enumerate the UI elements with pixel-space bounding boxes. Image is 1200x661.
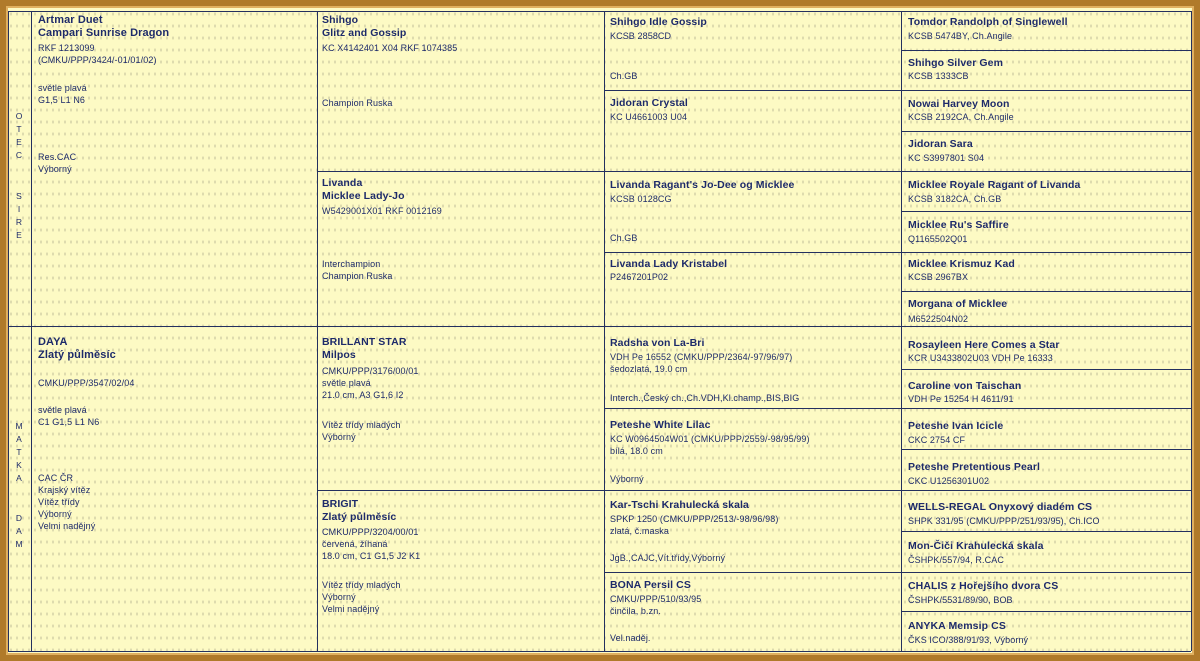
gen3-name: Livanda Ragant's Jo-Dee og Micklee [610,179,795,191]
grid-line [317,11,318,651]
gen3-registration: P2467201P02 [610,272,669,282]
grid-line [901,291,1191,292]
grid-line [8,326,1191,327]
gen4-name: ANYKA Memsip CS [908,620,1006,632]
grid-line [901,531,1191,532]
grid-line [317,171,1191,172]
side-label-sire: S I R E [15,191,23,240]
side-label-dam: D A M [15,513,23,549]
gen3-registration: SPKP 1250 (CMKU/PPP/2513/-98/96/98) zlatá, č.maska [610,514,779,536]
gen3-titles: Vel.naděj. [610,633,651,643]
grandsire-dam-registration: CMKU/PPP/3176/00/01 světle plavá 21.0 cm, A3 G1,6 I2 [322,366,419,400]
gen4-registration: CKC 2754 CF [908,435,966,445]
gen4-name: Peteshe Ivan Icicle [908,420,1004,432]
side-label-otec: O T E C [15,111,23,160]
side-label-matka: M A T K A [15,421,23,483]
gen3-name: Radsha von La-Bri [610,337,705,349]
gen4-registration: KCSB 3182CA, Ch.GB [908,194,1002,204]
dam-name: DAYA Zlatý půlměsíc [38,336,116,361]
gen4-registration: CKC U1256301U02 [908,476,990,486]
gen4-registration: KCSB 2192CA, Ch.Angile [908,112,1014,122]
gen3-registration: KC U4661003 U04 [610,112,688,122]
grandsire-sire-titles: Champion Ruska [322,98,393,108]
sire-registration: RKF 1213099 (CMKU/PPP/3424/-01/01/02) [38,43,157,65]
gen3-titles: Ch.GB [610,233,638,243]
gen3-registration: CMKU/PPP/510/93/95 činčila, b.zn. [610,594,702,616]
gen4-registration: ČKS ICO/388/91/93, Výborný [908,635,1029,645]
gen4-name: CHALIS z Hořejšího dvora CS [908,580,1059,592]
gen3-name: Kar-Tschi Krahulecká skala [610,499,749,511]
gen4-registration: SHPK 331/95 (CMKU/PPP/251/93/95), Ch.ICO [908,516,1100,526]
sire-name: Artmar Duet Campari Sunrise Dragon [38,14,170,39]
grid-line [901,369,1191,370]
grid-line [8,11,1191,12]
grandsire-dam-name: BRILLANT STAR Milpos [322,336,407,361]
grid-line [604,90,1191,91]
dam-registration: CMKU/PPP/3547/02/04 [38,378,135,388]
gen3-registration: VDH Pe 16552 (CMKU/PPP/2364/-97/96/97) šedozlatá, 19.0 cm [610,352,793,374]
gen4-name: Jidoran Sara [908,138,973,150]
grid-line [901,449,1191,450]
gen3-titles: Interch.,Český ch.,Ch.VDH,Kl.champ.,BIS,BIG [610,393,800,403]
grid-line [1191,11,1192,651]
gen3-registration: KCSB 0128CG [610,194,672,204]
gen4-name: Micklee Ru's Saffire [908,219,1009,231]
grandsire-sire-registration: KC X4142401 X04 RKF 1074385 [322,43,458,53]
grid-line [901,211,1191,212]
sire-color: světle plavá G1,5 L1 N6 [38,83,87,105]
gen4-name: Morgana of Micklee [908,298,1008,310]
gen4-name: Rosayleen Here Comes a Star [908,339,1060,351]
gen4-registration: KCR U3433802U03 VDH Pe 16333 [908,353,1053,363]
grid-line [317,490,1191,491]
grid-line [901,11,902,651]
granddam-sire-registration: W5429001X01 RKF 0012169 [322,206,442,216]
gen4-registration: M6522504N02 [908,314,969,324]
gen4-name: Tomdor Randolph of Singlewell [908,16,1068,28]
grid-line [8,651,1191,652]
gen4-registration: ČSHPK/557/94, R.CAC [908,555,1004,565]
gen3-registration: KC W0964504W01 (CMKU/PPP/2559/-98/95/99) bílá, 18.0 cm [610,434,810,456]
grid-line [604,408,1191,409]
gen4-registration: ČSHPK/5531/89/90, BOB [908,595,1013,605]
gen4-name: Mon-Čiči Krahulecká skala [908,540,1044,552]
granddam-dam-name: BRIGIT Zlatý půlměsíc [322,498,397,523]
gen4-name: Micklee Krismuz Kad [908,258,1015,270]
grid-line [901,50,1191,51]
grid-line [604,572,1191,573]
granddam-dam-registration: CMKU/PPP/3204/00/01 červená, žíhaná 18.0 cm, C1 G1,5 J2 K1 [322,527,421,561]
gen4-registration: KCSB 2967BX [908,272,969,282]
gen4-registration: VDH Pe 15254 H 4611/91 [908,394,1014,404]
gen4-name: Peteshe Pretentious Pearl [908,461,1041,473]
gen4-name: Nowai Harvey Moon [908,98,1010,110]
gen4-registration: KCSB 5474BY, Ch.Angile [908,31,1013,41]
grandsire-dam-titles: Vítěz třídy mladých Výborný [322,420,401,442]
grid-line [901,131,1191,132]
gen4-registration: KC S3997801 S04 [908,153,985,163]
gen3-name: Shihgo Idle Gossip [610,16,707,28]
gen4-name: WELLS-REGAL Onyxový diadém CS [908,501,1093,513]
gen4-registration: KCSB 1333CB [908,71,969,81]
gen3-titles: Výborný [610,474,644,484]
gen3-registration: KCSB 2858CD [610,31,672,41]
gen3-name: Livanda Lady Kristabel [610,258,728,270]
dam-titles: CAC ČR Krajský vítěz Vítěz třídy Výborný Velmi nadějný [38,473,96,531]
grid-line [604,11,605,651]
granddam-sire-titles: Interchampion Champion Ruska [322,259,393,281]
gen4-name: Caroline von Taischan [908,380,1022,392]
grid-line [8,11,9,651]
gen4-name: Micklee Royale Ragant of Livanda [908,179,1081,191]
grid-line [31,11,32,651]
granddam-dam-titles: Vítěz třídy mladých Výborný Velmi nadějný [322,580,401,614]
granddam-sire-name: Livanda Micklee Lady-Jo [322,177,405,202]
grid-line [901,611,1191,612]
gen3-name: BONA Persil CS [610,579,691,591]
gen4-registration: Q1165502Q01 [908,234,968,244]
gen3-name: Jidoran Crystal [610,97,688,109]
grid-line [604,252,1191,253]
dam-color: světle plavá C1 G1,5 L1 N6 [38,405,100,427]
gen3-name: Peteshe White Lilac [610,419,711,431]
gen3-titles: Ch.GB [610,71,638,81]
grandsire-sire-name: Shihgo Glitz and Gossip [322,14,407,39]
gen3-titles: JgB.,CAJC,Vít.třídy,Výborný [610,553,726,563]
sire-titles: Res.CAC Výborný [38,152,77,174]
pedigree-sheet [8,8,1192,653]
gen4-name: Shihgo Silver Gem [908,57,1004,69]
